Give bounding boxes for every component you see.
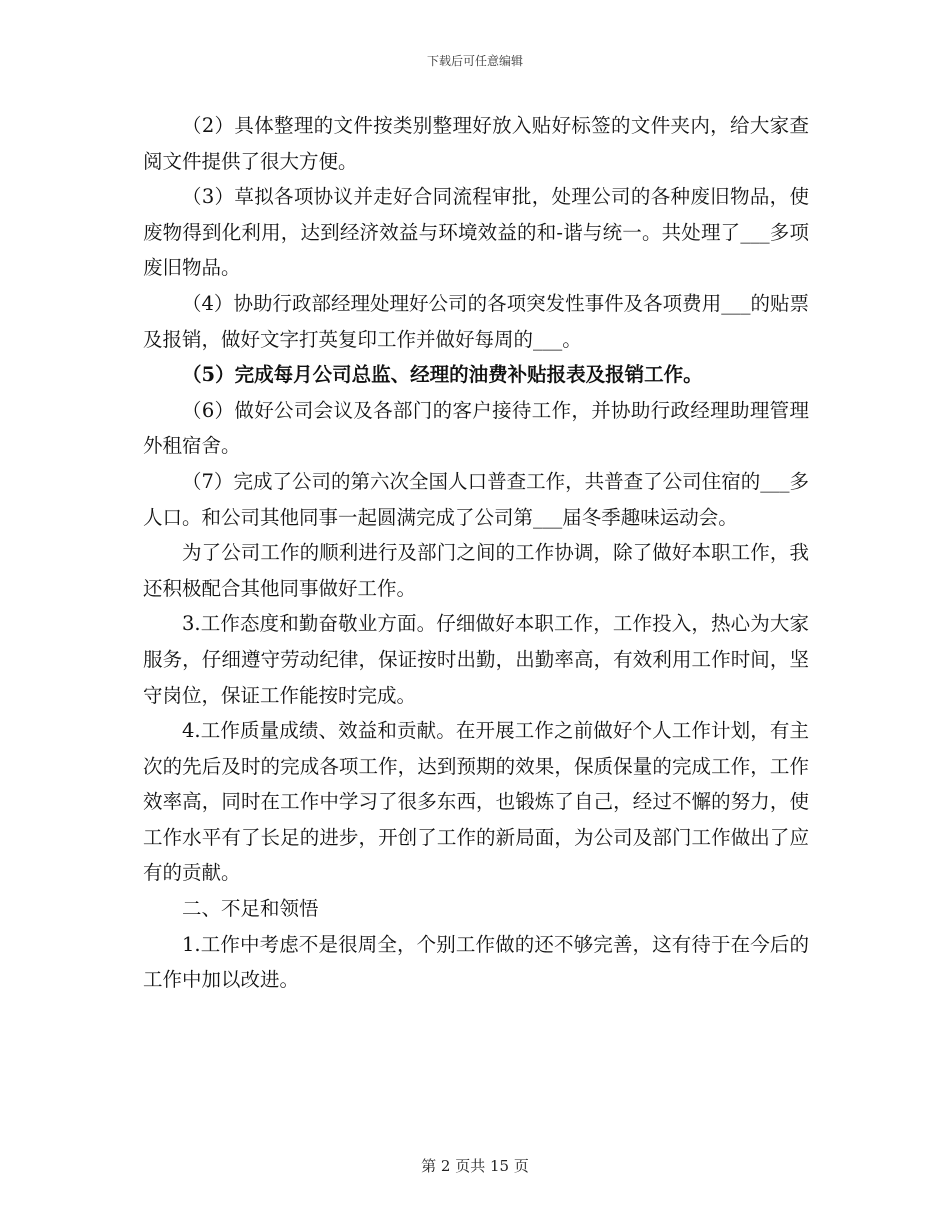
paragraph-work-attitude: 3.工作态度和勤奋敬业方面。仔细做好本职工作，工作投入，热心为大家服务，仔细遵守劳动纪律，保证按时出勤，出勤率高，有效利用工作时间，坚守岗位，保证工作能按时完成。 [143,612,809,707]
paragraph-shortcoming-1: 1.工作中考虑不是很周全，个别工作做的还不够完善，这有待于在今后的工作中加以改进。 [143,932,809,992]
section-heading-shortcomings: 二、不足和领悟 [182,897,319,921]
paragraph-item-6: （6）做好公司会议及各部门的客户接待工作，并协助行政经理助理管理外租宿舍。 [143,398,809,458]
document-body [143,108,809,998]
page-header: 下载后可任意编辑 [426,54,523,68]
paragraph-work-quality: 4.工作质量成绩、效益和贡献。在开展工作之前做好个人工作计划，有主次的先后及时的完成各项工作，达到预期的效果，保质保量的完成工作，工作效率高，同时在工作中学习了很多东西，也锻炼了自己，经过不懈的努力，使工作水平有了长足的进步，开创了工作的新局面，为公司及部门工作做出了应有的贡献。 [143,719,809,885]
paragraph-item-7: （7）完成了公司的第六次全国人口普查工作，共普查了公司住宿的___多人口。和公司其他同事一起圆满完成了公司第___届冬季趣味运动会。 [143,469,809,529]
page-footer: 第 2 页共 15 页 [421,1157,529,1175]
paragraph-item-3: （3）草拟各项协议并走好合同流程审批，处理公司的各种废旧物品，使废物得到化利用，达到经济效益与环境效益的和-谐与统一。共处理了___多项废旧物品。 [143,185,809,280]
paragraph-item-4: （4）协助行政部经理处理好公司的各项突发性事件及各项费用___的贴票及报销，做好文字打英复印工作并做好每周的___。 [143,291,809,351]
paragraph-item-5-bold: （5）完成每月公司总监、经理的油费补贴报表及报销工作。 [182,363,703,387]
paragraph-item-2: （2）具体整理的文件按类别整理好放入贴好标签的文件夹内，给大家查阅文件提供了很大方便。 [143,114,809,173]
paragraph-cooperation: 为了公司工作的顺利进行及部门之间的工作协调，除了做好本职工作，我还积极配合其他同事做好工作。 [143,541,809,600]
